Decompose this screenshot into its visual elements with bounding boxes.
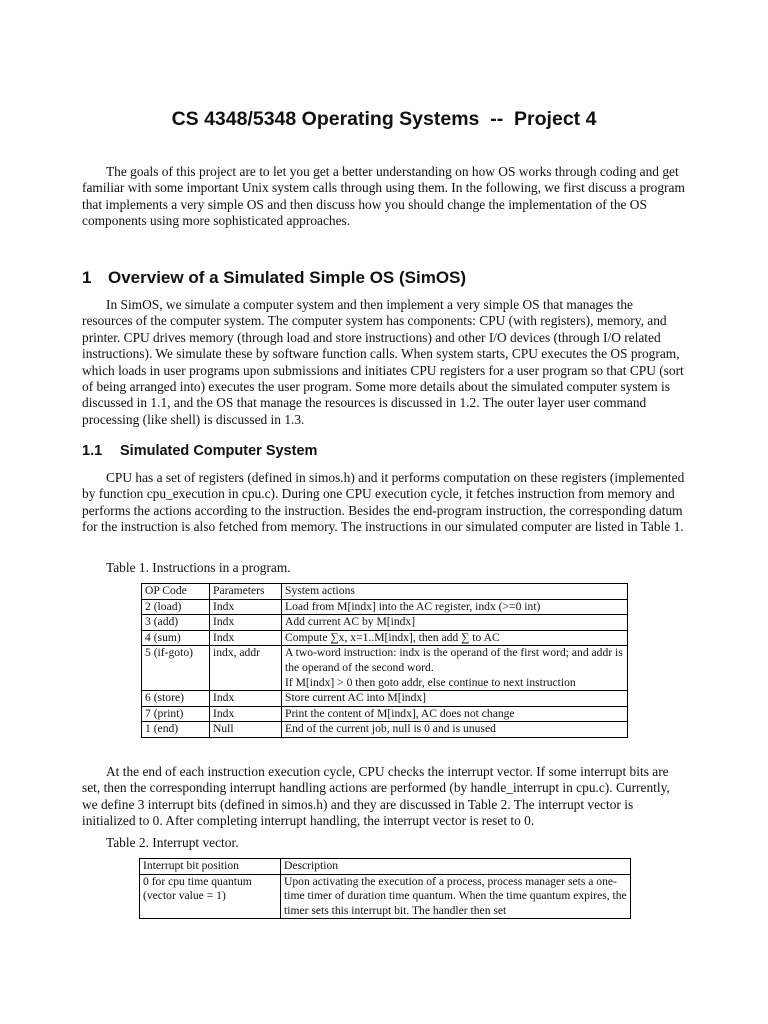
table-cell: Indx	[210, 691, 282, 707]
table-cell: Indx	[210, 615, 282, 631]
table-row	[142, 615, 628, 631]
table-cell: 4 (sum)	[142, 630, 210, 646]
section-1-1-heading	[82, 443, 317, 459]
section-1-body: In SimOS, we simulate a computer system and then implement a very simple OS that manages the resources of the computer system. The computer system has components: CPU (with registers), memory, and printer. CPU drives memory (through load and store instructions) and other I/O devices (through I/O related instructions). We simulate these by software function calls. When system starts, CPU executes the OS program, which loads in user programs upon submissions and initiates CPU registers for a user program so that CPU (sort of being arranged into) executes the user program. Some more details about the simulated computer system is discussed in 1.1, and the OS that manage the resources is discussed in 1.2. The outer layer user command processing (like shell) is discussed in 1.3.	[82, 297, 684, 427]
table-header-row	[140, 859, 631, 875]
table-row	[142, 722, 628, 738]
table-cell: 3 (add)	[142, 615, 210, 631]
table-cell: Store current AC into M[indx]	[282, 691, 628, 707]
intro-paragraph: The goals of this project are to let you get a better understanding on how OS works through coding and get familiar with some important Unix system calls through using them. In the following, we first discuss a program that implements a very simple OS and then discuss how you should change the implementation of the OS components using more sophisticated approaches.	[82, 164, 685, 229]
table-cell: Indx	[210, 599, 282, 615]
table-cell: Compute ∑x, x=1..M[indx], then add ∑ to AC	[282, 630, 628, 646]
table-cell: Indx	[210, 630, 282, 646]
table-cell: indx, addr	[210, 646, 282, 691]
table-cell: 2 (load)	[142, 599, 210, 615]
table-row	[142, 630, 628, 646]
header-cell: Interrupt bit position	[140, 859, 281, 875]
table-header-row	[142, 584, 628, 600]
table-cell: 7 (print)	[142, 706, 210, 722]
instructions-table	[141, 583, 628, 738]
table-cell: 0 for cpu time quantum (vector value = 1)	[140, 874, 281, 919]
section-1-title: Overview of a Simulated Simple OS (SimOS)	[108, 268, 467, 287]
header-cell: System actions	[282, 584, 628, 600]
table-cell: Print the content of M[indx], AC does not change	[282, 706, 628, 722]
header-cell: OP Code	[142, 584, 210, 600]
table-row	[142, 646, 628, 691]
table-cell: 6 (store)	[142, 691, 210, 707]
interrupt-paragraph: At the end of each instruction execution cycle, CPU checks the interrupt vector. If some interrupt bits are set, then the corresponding interrupt handling actions are performed (by handle_interrupt in cpu.c). Currently, we define 3 interrupt bits (defined in simos.h) and they are discussed in Table 2. The interrupt vector is initialized to 0. After completing interrupt handling, the interrupt vector is reset to 0.	[82, 764, 670, 829]
header-cell: Description	[281, 859, 631, 875]
table-cell: Indx	[210, 706, 282, 722]
table-cell: 5 (if-goto)	[142, 646, 210, 691]
table-row	[140, 874, 631, 919]
table-2-caption: Table 2. Interrupt vector.	[106, 835, 239, 850]
table-cell: 1 (end)	[142, 722, 210, 738]
section-1-number: 1	[82, 268, 92, 287]
document-title: CS 4348/5348 Operating Systems -- Project 4	[171, 108, 597, 130]
table-cell: A two-word instruction: indx is the operand of the first word; and addr is the operand of the second word. If M[indx] > 0 then goto addr, else continue to next instruction	[282, 646, 628, 691]
table-cell: Load from M[indx] into the AC register, indx (>=0 int)	[282, 599, 628, 615]
table-row	[142, 691, 628, 707]
table-row	[142, 706, 628, 722]
section-1-heading	[82, 268, 466, 288]
section-1-1-title: Simulated Computer System	[120, 443, 318, 459]
section-1-1-number: 1.1	[82, 443, 103, 459]
section-1-1-body: CPU has a set of registers (defined in simos.h) and it performs computation on these registers (implemented by function cpu_execution in cpu.c). During one CPU execution cycle, it fetches instruction from memory and performs the actions according to the instruction. Besides the end-program instruction, the corresponding datum for the instruction is also fetched from memory. The instructions in our simulated computer are listed in Table 1.	[82, 470, 685, 535]
table-cell: Add current AC by M[indx]	[282, 615, 628, 631]
interrupt-vector-table	[139, 858, 631, 919]
table-row	[142, 599, 628, 615]
header-cell: Parameters	[210, 584, 282, 600]
table-cell: Upon activating the execution of a process, process manager sets a one-time timer of duration time quantum. When the time quantum expires, the timer sets this interrupt bit. The handler then set	[281, 874, 631, 919]
table-cell: Null	[210, 722, 282, 738]
table-1-caption: Table 1. Instructions in a program.	[106, 560, 291, 575]
table-cell: End of the current job, null is 0 and is unused	[282, 722, 628, 738]
